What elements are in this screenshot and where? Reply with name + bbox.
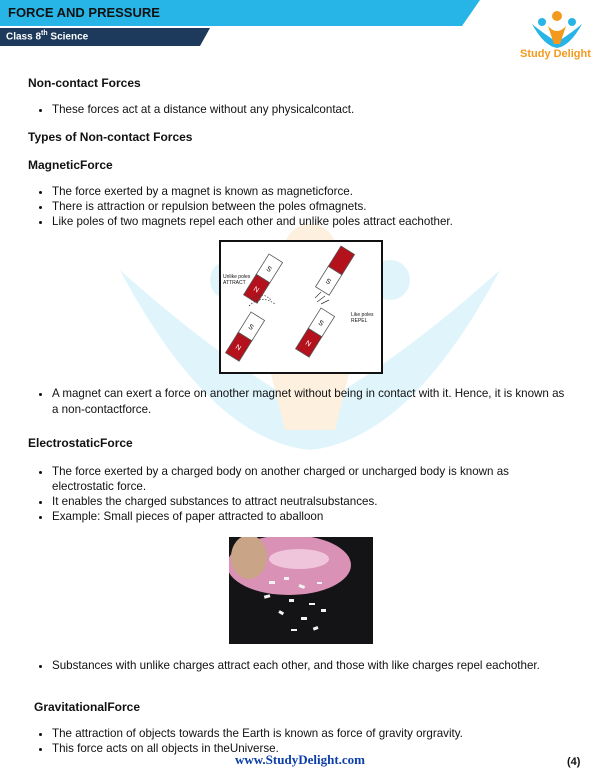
class-label: Class 8th Science [6,30,89,43]
footer-website-link[interactable]: www.StudyDelight.com [234,752,365,767]
heading-gravitational: GravitationalForce [34,700,141,714]
heading-types: Types of Non-contact Forces [28,130,193,144]
label-attract: Unlike poles ATTRACT [223,274,251,286]
label-repel: Like poles REPEL [351,312,374,324]
list-noncontact [28,102,572,117]
list-item: • Substances with unlike charges attract each other, and those with like charges repel eachother. [52,658,572,673]
list-item: • There is attraction or repulsion between the poles ofmagnets. [52,199,572,214]
list-item: • This force acts on all objects in theUniverse. [52,741,572,756]
list-magnetic [28,184,572,229]
svg-text:S: S [264,265,273,274]
study-delight-logo-icon [520,6,594,70]
list-item: • It enables the charged substances to attract neutralsubstances. [52,494,572,509]
svg-text:N: N [303,339,312,349]
magnet-right-top [316,246,355,295]
list-item: • The force exerted by a charged body on another charged or uncharged body is known as electrostatic force. [52,464,572,494]
list-item: • These forces act at a distance without any physicalcontact. [52,102,572,117]
list-item: • Example: Small pieces of paper attracted to aballoon [52,509,572,524]
list-item: • Like poles of two magnets repel each other and unlike poles attract eachother. [52,214,572,229]
list-item: • A magnet can exert a force on another magnet without being in contact with it. Hence, it is known as a non-contactforce. [52,386,572,418]
magnets-figure [219,240,383,374]
svg-text:N: N [251,285,260,295]
balloon-photo [229,537,373,644]
magnet-left-bottom [226,312,265,361]
logo-text: Study Delight [520,48,591,60]
heading-noncontact: Non-contact Forces [28,76,141,90]
svg-text:N: N [233,343,242,353]
page-title: FORCE AND PRESSURE [8,5,160,20]
list-item: • The attraction of objects towards the Earth is known as force of gravity orgravity. [52,726,572,741]
page-number: (4) [567,756,581,768]
list-electrostatic [28,464,572,524]
svg-text:S: S [246,323,255,332]
heading-electrostatic: ElectrostaticForce [28,436,133,450]
svg-text:S: S [316,319,325,328]
list-electrostatic-after [28,658,572,673]
list-magnetic-after [28,386,572,418]
magnets-diagram [221,242,381,372]
balloon-photo-image [229,537,373,644]
list-item: • The force exerted by a magnet is known as magneticforce. [52,184,572,199]
heading-magnetic: MagneticForce [28,158,113,172]
svg-text:S: S [324,277,332,287]
magnet-right-bottom [296,308,335,357]
